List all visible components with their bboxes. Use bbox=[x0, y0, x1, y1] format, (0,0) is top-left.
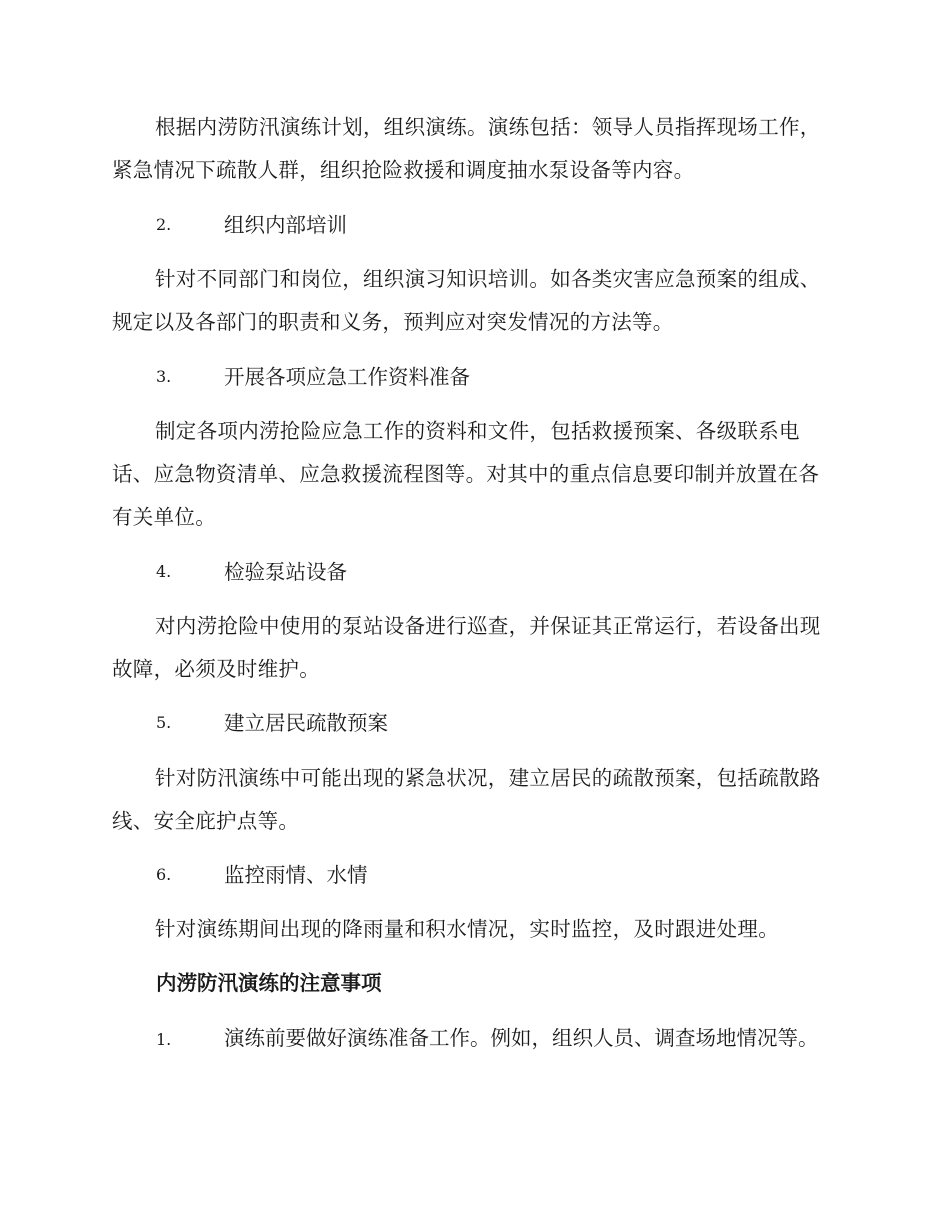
list-item-materials-preparation bbox=[156, 362, 470, 392]
list-item-label: 检验泵站设备 bbox=[224, 560, 347, 584]
list-item-note-preparation bbox=[112, 1017, 832, 1061]
list-item-label: 开展各项应急工作资料准备 bbox=[224, 365, 470, 389]
list-item-evacuation-plan bbox=[156, 708, 388, 738]
paragraph-materials: 制定各项内涝抢险应急工作的资料和文件，包括救援预案、各级联系电话、应急物资清单、应急救援流程图等。对其中的重点信息要印制并放置在各有关单位。 bbox=[112, 419, 820, 529]
list-item-internal-training bbox=[156, 210, 347, 240]
paragraph-pump-station: 对内涝抢险中使用的泵站设备进行巡查，并保证其正常运行，若设备出现故障，必须及时维护。 bbox=[112, 614, 821, 681]
paragraph-training: 针对不同部门和岗位，组织演习知识培训。如各类灾害应急预案的组成、规定以及各部门的职责和义务，预判应对突发情况的方法等。 bbox=[112, 267, 821, 334]
list-number: 6. bbox=[156, 865, 172, 884]
list-number: 2. bbox=[156, 215, 172, 234]
list-item-label: 组织内部培训 bbox=[224, 213, 347, 237]
paragraph-drill-plan: 根据内涝防汛演练计划，组织演练。演练包括：领导人员指挥现场工作，紧急情况下疏散人群，组织抢险救援和调度抽水泵设备等内容。 bbox=[112, 115, 821, 182]
list-item-label: 建立居民疏散预案 bbox=[224, 711, 388, 735]
paragraph-evacuation: 针对防汛演练中可能出现的紧急状况，建立居民的疏散预案，包括疏散路线、安全庇护点等。 bbox=[112, 766, 821, 833]
paragraph-monitoring: 针对演练期间出现的降雨量和积水情况，实时监控，及时跟进处理。 bbox=[155, 917, 779, 941]
list-number: 3. bbox=[156, 367, 172, 386]
list-number: 1. bbox=[156, 1030, 172, 1049]
list-number: 5. bbox=[156, 713, 172, 732]
list-item-label: 演练前要做好演练准备工作。例如，组织人员、调查场地情况等。 bbox=[224, 1026, 819, 1050]
list-item-rain-water-monitoring bbox=[156, 860, 368, 890]
list-item-pump-station-check bbox=[156, 557, 347, 587]
section-heading: 内涝防汛演练的注意事项 bbox=[156, 971, 382, 995]
list-item-label: 监控雨情、水情 bbox=[224, 863, 368, 887]
list-number: 4. bbox=[156, 562, 172, 581]
